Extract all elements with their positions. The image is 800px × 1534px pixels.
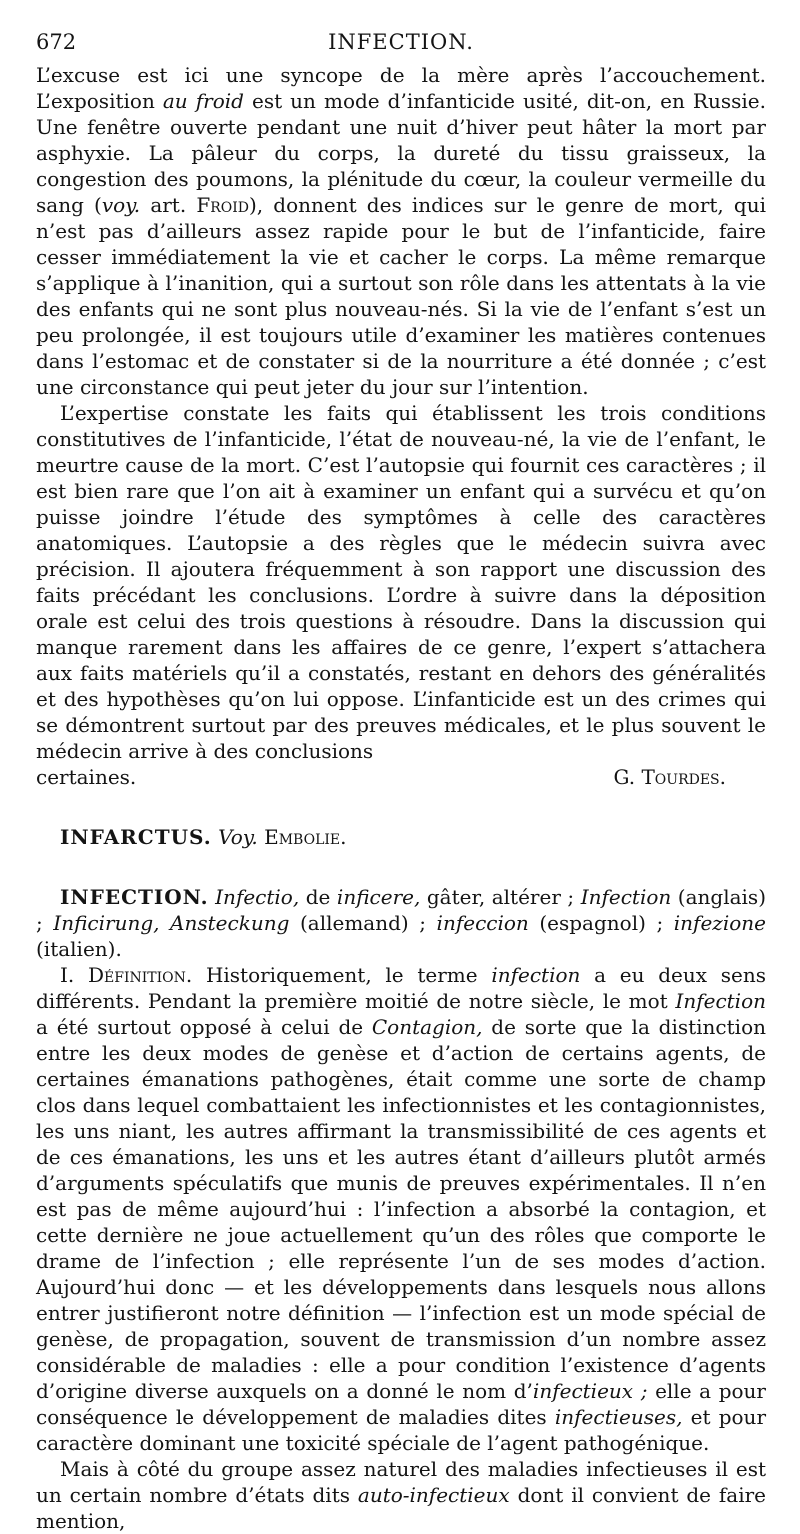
last-word: certaines. (36, 765, 137, 789)
paragraph-auto-infection: Mais à côté du groupe assez naturel des maladies infectieuses il est un certain nombre d’états dits auto-infectieux dont il convient de faire mention, (36, 1457, 767, 1533)
running-head: INFECTION. (328, 30, 474, 54)
entry-infection-etymology: INFECTION. Infectio, de inficere, gâter, altérer ; Infection (anglais) ; Inficirung, Ansteckung (allemand) ; infeccion (espagnol) ; infezione (italien). (36, 885, 766, 961)
page-header (36, 22, 766, 62)
author-signature: G. Tourdes. (613, 765, 726, 789)
section-label: Définition. (87, 963, 193, 987)
paragraph-definition: I. Définition. Historiquement, le terme infection a eu deux sens différents. Pendant la première moitié de notre siècle, le mot Infection a été surtout opposé à celui de Contagion, de sorte que la distinction entre les deux modes de genèse et d’action de certains agents, de certaines émanations pathogènes, était comme une sorte de champ clos dans lequel combattaient les infectionnistes et les contagionnistes, les uns niant, les autres affirmant la transmissibilité de ces agents et de ces émanations, les uns et les autres étant d’ailleurs plutôt armés d’arguments spéculatifs que munis de preuves expérimentales. Il n’en est pas de même aujourd’hui : l’infection a absorbé la contagion, et cette dernière ne joue actuellement qu’un des rôles que comporte le drame de l’infection ; elle représente l’un de ses modes d’action. Aujourd’hui donc — et les développements dans lesquels nous allons entrer justifieront notre définition — l’infection est un mode spécial de genèse, de propagation, souvent de transmission d’un nombre assez considérable de maladies : elle a pour condition l’existence d’agents d’origine diverse auxquels on a donné le nom d’infectieux ; elle a pour conséquence le développement de maladies dites infectieuses, et pour caractère dominant une toxicité spéciale de l’agent pathogénique. (36, 963, 767, 1455)
page (36, 22, 766, 1534)
headword: INFARCTUS. (60, 825, 212, 849)
section-number: I. (60, 963, 88, 987)
paragraph-infanticide-exposure: L’excuse est ici une syncope de la mère après l’accouchement. L’exposition au froid est un mode d’infanticide usité, dit-on, en Russie. Une fenêtre ouverte pendant une nuit d’hiver peut hâter la mort par asphyxie. La pâleur du corps, la dureté du tissu graisseux, la congestion des poumons, la plénitude du cœur, la couleur vermeille du sang (voy. art. Froid), donnent des indices sur le genre de mort, qui n’est pas d’ailleurs assez rapide pour le but de l’infanticide, faire cesser immédiatement la vie et cacher le corps. La même remarque s’applique à l’inanition, qui a surtout son rôle dans les attentats à la vie des enfants qui ne sont plus nouveau-nés. Si la vie de l’enfant s’est un peu prolongée, il est toujours utile d’examiner les matières contenues dans l’estomac et de constater si de la nourriture a été donnée ; c’est une circonstance qui peut jeter du jour sur l’intention. (36, 63, 767, 399)
cross-reference: Embolie. (264, 825, 347, 849)
headword: INFECTION. (60, 885, 209, 909)
paragraph-expertise: L’expertise constate les faits qui établissent les trois conditions constitutives de l’infanticide, l’état de nouveau-né, la vie de l’enfant, le meurtre cause de la mort. C’est l’autopsie qui fournit ces caractères ; il est bien rare que l’on ait à examiner un enfant qui a survécu et qu’on puisse joindre l’étude des symptômes à celle des caractères anatomiques. L’autopsie a des règles que le médecin suivra avec précision. Il ajoutera fréquemment à son rapport une discussion des faits précédant les conclusions. L’ordre à suivre dans la déposition orale est celui des trois questions à résoudre. Dans la discussion qui manque rarement dans les affaires de ce genre, l’expert s’attachera aux faits matériels qu’il a constatés, restant en dehors des généralités et des hypothèses qu’on lui oppose. L’infanticide est un des crimes qui se démontrent surtout par des preuves médicales, et le plus souvent le médecin arrive à des conclusions (36, 401, 766, 763)
page-number: 672 (36, 30, 77, 54)
signature-line (36, 764, 766, 790)
cross-reference: Froid (196, 193, 249, 217)
entry-infarctus: INFARCTUS. Voy. Embolie. (60, 825, 347, 849)
